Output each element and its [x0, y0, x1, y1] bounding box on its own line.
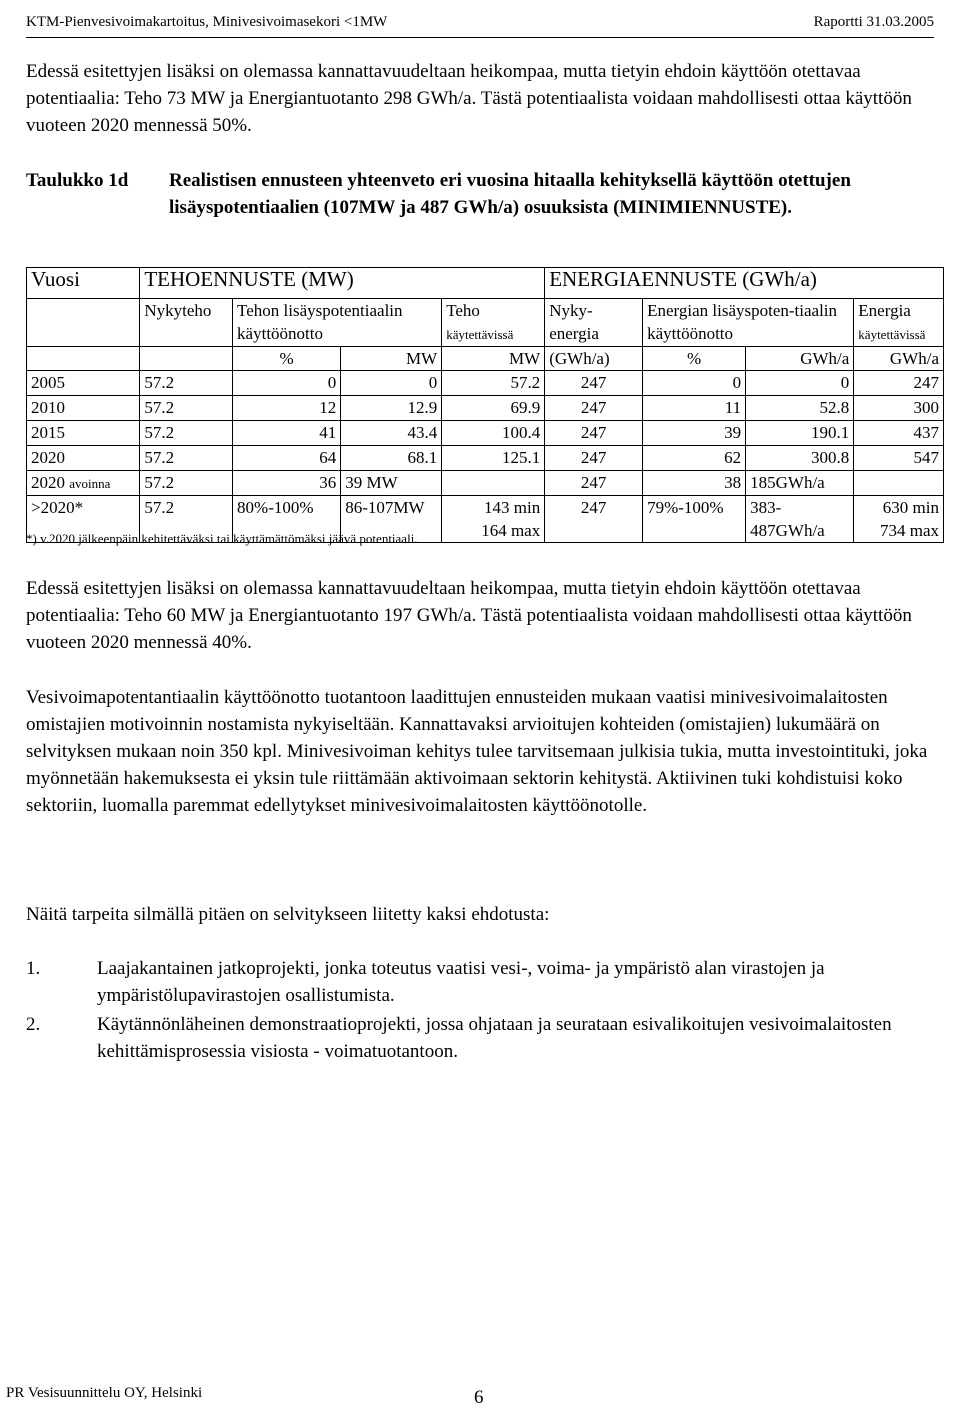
footer-company: PR Vesisuunnittelu OY, Helsinki: [6, 1385, 203, 1401]
energy-gwh-range-1: 383-: [750, 498, 782, 517]
cell-current-energy: 247: [545, 446, 643, 471]
subheader-energy-available: [854, 299, 944, 347]
paragraph-2: Edessä esitettyjen lisäksi on olemassa kannattavuudeltaan heikompaa, mutta tietyin ehdoin käyttöön otettavaa potentiaalia: Teho 60 MW ja Energiantuotanto 197 GWh/a. Tästä potentiaalista voidaan mahdollisesti ottaa käyttöön vuoteen 2020 mennessä 40%.: [26, 578, 912, 653]
cell-power-mw: 43.4: [341, 421, 442, 446]
unit-mw-added: MW: [341, 347, 442, 371]
header-title: KTM-Pienvesivoimakartoitus, Minivesivoimasekori <1MW: [26, 14, 388, 30]
list-item: [26, 1011, 936, 1065]
unit-mw-available: MW: [442, 347, 545, 371]
unit-empty-1: [27, 347, 140, 371]
cell-power-available: [442, 471, 545, 496]
page-header: [26, 11, 934, 38]
table-caption-text: Realistisen ennusteen yhteenveto eri vuosina hitaalla kehityksellä käyttöön otettujen lisäyspotentiaalien (107MW ja 487 GWh/a) osuuksista (MINIMIENNUSTE).: [169, 170, 851, 218]
cell-power-mw: 0: [341, 371, 442, 396]
cell-power-mw: 68.1: [341, 446, 442, 471]
cell-power-percent: 64: [233, 446, 341, 471]
cell-current-energy: 247: [545, 421, 643, 446]
cell-energy-percent: 38: [643, 471, 746, 496]
forecast-table: [26, 267, 944, 543]
cell-energy-gwh: 52.8: [746, 396, 854, 421]
cell-current-power: 57.2: [140, 471, 233, 496]
cell-power-mw: 39 MW: [341, 471, 442, 496]
list-item-text: Käytännönläheinen demonstraatioprojekti, jossa ohjataan ja seurataan esivalikoitujen vesivoimalaitosten kehittämisprosessia visiosta - voimatuotantoon.: [97, 1014, 892, 1062]
cell-energy-gwh: 185GWh/a: [746, 471, 854, 496]
cell-energy-gwh: 300.8: [746, 446, 854, 471]
table-row: [27, 471, 944, 496]
paragraph-3: Vesivoimapotentantiaalin käyttöönotto tuotantoon laadittujen ennusteiden mukaan vaatisi minivesivoimalaitosten omistajien motivoinnin nostamista nykyiseltään. Kannattavaksi arvioitujen kohteiden (omistajien) lukumäärä on selvityksen mukaan noin 350 kpl. Minivesivoiman kehitys tulee tarvitsemaan julkisia tukia, mutta investointituki, joka myönnetään hakemuksesta ei yksin tule riittämään aktivoimaan sektorin kehitystä. Aktiivinen tuki kohdistuisi koko sektoriin, luomalla paremmat edellytykset minivesivoimalaitosten käyttöönotolle.: [26, 687, 928, 816]
cell-year: >2020*: [27, 496, 140, 543]
table-subheader-row: [27, 299, 944, 347]
cell-current-energy: 247: [545, 496, 643, 543]
cell-power-mw: 86-107MW: [341, 496, 442, 543]
cell-energy-percent: 62: [643, 446, 746, 471]
unit-percent-power: %: [233, 347, 341, 371]
table-units-row: [27, 347, 944, 371]
list-item-text: Laajakantainen jatkoprojekti, jonka toteutus vaatisi vesi-, voima- ja ympäristö alan virastojen ja ympäristölupavirastojen osallistumista.: [97, 958, 825, 1006]
table-footnote: *) v.2020 jälkeenpäin kehitettäväksi tai käyttämättömäksi jäävä potentiaali.: [26, 531, 418, 546]
cell-energy-available: 300: [854, 396, 944, 421]
cell-year: 2010: [27, 396, 140, 421]
cell-power-available: 100.4: [442, 421, 545, 446]
subheader-power-added: Tehon lisäyspotentiaalin käyttöönotto: [233, 299, 442, 347]
header-year: Vuosi: [27, 268, 140, 299]
unit-gwh-available: GWh/a: [854, 347, 944, 371]
header-power-forecast: TEHOENNUSTE (MW): [140, 268, 545, 299]
table-row: [27, 396, 944, 421]
cell-year: 2020 avoinna: [27, 471, 140, 496]
cell-energy-gwh: 190.1: [746, 421, 854, 446]
subheader-empty: [27, 299, 140, 347]
cell-energy-percent: 0: [643, 371, 746, 396]
energy-available-min: 630 min: [882, 498, 939, 517]
cell-year: 2015: [27, 421, 140, 446]
table-header-row: [27, 268, 944, 299]
cell-current-energy: 247: [545, 371, 643, 396]
cell-energy-available: 437: [854, 421, 944, 446]
unit-gwh-added: GWh/a: [746, 347, 854, 371]
cell-current-power: 57.2: [140, 421, 233, 446]
header-report-date: Raportti 31.03.2005: [813, 14, 934, 30]
cell-current-power: 57.2: [140, 446, 233, 471]
subheader-current-energy: Nyky-energia: [545, 299, 643, 347]
table-row: [27, 371, 944, 396]
list-item-number: 1.: [26, 958, 41, 979]
cell-current-power: 57.2: [140, 371, 233, 396]
header-energy-forecast: ENERGIAENNUSTE (GWh/a): [545, 268, 944, 299]
cell-power-mw: 12.9: [341, 396, 442, 421]
cell-energy-gwh: [746, 496, 854, 543]
table-row: [27, 421, 944, 446]
energy-gwh-range-2: 487GWh/a: [750, 521, 825, 540]
cell-energy-available: 247: [854, 371, 944, 396]
cell-current-energy: 247: [545, 471, 643, 496]
unit-percent-energy: %: [643, 347, 746, 371]
subheader-current-power: Nykyteho: [140, 299, 233, 347]
table-row: [27, 446, 944, 471]
cell-year: 2005: [27, 371, 140, 396]
cell-power-available: [442, 496, 545, 543]
cell-power-percent: 80%-100%: [233, 496, 341, 543]
cell-energy-percent: 11: [643, 396, 746, 421]
cell-current-power: 57.2: [140, 496, 233, 543]
power-available-min: 143 min: [484, 498, 541, 517]
subheader-energy-available-2: käytettävissä: [858, 327, 926, 342]
page-number: 6: [474, 1387, 484, 1408]
power-available-max: 164 max: [481, 521, 541, 540]
cell-power-percent: 41: [233, 421, 341, 446]
paragraph-1: Edessä esitettyjen lisäksi on olemassa kannattavuudeltaan heikompaa, mutta tietyin ehdoin käyttöön otettavaa potentiaalia: Teho 73 MW ja Energiantuotanto 298 GWh/a. Tästä potentiaalista voidaan mahdollisesti ottaa käyttöön vuoteen 2020 mennessä 50%.: [26, 61, 912, 136]
cell-year: 2020: [27, 446, 140, 471]
cell-energy-percent: 79%-100%: [643, 496, 746, 543]
cell-energy-available: [854, 496, 944, 543]
paragraph-4: Näitä tarpeita silmällä pitäen on selvitykseen liitetty kaksi ehdotusta:: [26, 904, 550, 925]
energy-available-max: 734 max: [879, 521, 939, 540]
cell-power-percent: 0: [233, 371, 341, 396]
cell-current-power: 57.2: [140, 396, 233, 421]
subheader-energy-available-1: Energia: [858, 301, 911, 320]
subheader-energy-added: Energian lisäyspoten-tiaalin käyttöönotto: [643, 299, 854, 347]
cell-power-available: 125.1: [442, 446, 545, 471]
cell-power-available: 69.9: [442, 396, 545, 421]
unit-gwh-current: (GWh/a): [545, 347, 643, 371]
unit-empty-2: [140, 347, 233, 371]
cell-current-energy: 247: [545, 396, 643, 421]
cell-energy-available: [854, 471, 944, 496]
subheader-power-available-1: Teho: [446, 301, 480, 320]
cell-energy-available: 547: [854, 446, 944, 471]
subheader-power-available-2: käytettävissä: [446, 327, 514, 342]
cell-power-percent: 36: [233, 471, 341, 496]
table-caption-label: Taulukko 1d: [26, 170, 129, 191]
cell-energy-gwh: 0: [746, 371, 854, 396]
cell-energy-percent: 39: [643, 421, 746, 446]
subheader-power-available: [442, 299, 545, 347]
cell-power-available: 57.2: [442, 371, 545, 396]
cell-power-percent: 12: [233, 396, 341, 421]
list-item: [26, 955, 936, 1009]
proposal-list: [26, 955, 936, 1067]
list-item-number: 2.: [26, 1014, 41, 1035]
